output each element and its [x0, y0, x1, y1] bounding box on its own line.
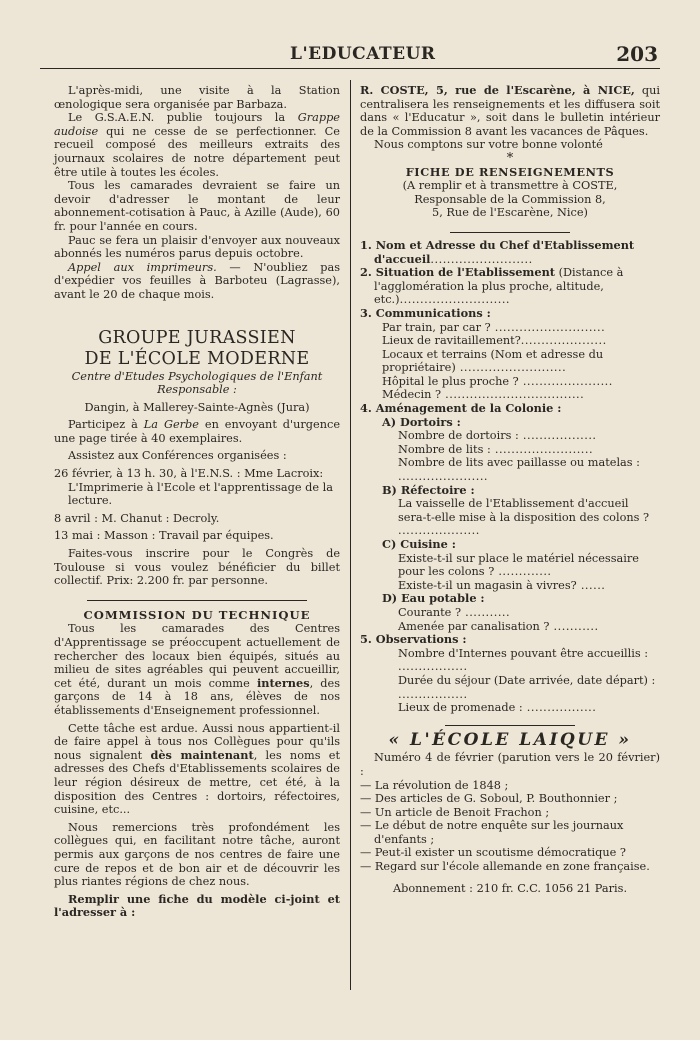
- paragraph: Remplir une fiche du modèle ci-joint et l'adresser à :: [54, 891, 340, 920]
- form-field: Nombre d'Internes pouvant être accueillis : .................: [398, 646, 649, 674]
- list-item: — Des articles de G. Soboul, P. Bouthonnier ;: [360, 792, 618, 806]
- form-subtitle: 5, Rue de l'Escarène, Nice): [432, 206, 588, 220]
- form-field: Locaux et terrains (Nom et adresse du propriétaire) ..........................: [382, 347, 604, 375]
- form-item: 5. Observations :: [360, 632, 467, 647]
- header-rule: [40, 68, 660, 69]
- form-field: Nombre de lits avec paillasse ou matelas : ......................: [398, 456, 640, 484]
- paragraph: Tous les camarades des Centres d'Apprentissage se préoccupent actuellement de rechercher des locaux bien équipés, situés au milieu de sites agréables qui peuvent accueillir, cet été, durant un mois comme internes, des garçons de 14 à 18 ans, élèves de nos établissements d'Enseignement professionnel.: [54, 622, 340, 717]
- right-column: [360, 84, 660, 895]
- page-number: 203: [616, 42, 658, 66]
- paragraph: Cette tâche est ardue. Aussi nous appartient-il de faire appel à tous nos Collègues pour qu'ils nous signalent dès maintenant, les noms et adresses des Chefs d'Etablissements scolaires de leur région désireux de mettre, cet été, à la disposition des Centres : dortoirs, réfectoires, cuisine, etc...: [54, 721, 340, 817]
- section-title: « L'ÉCOLE LAIQUE »: [388, 729, 632, 750]
- form-field: Amenée par canalisation ? ...........: [398, 619, 599, 633]
- form-item: 1. Nom et Adresse du Chef d'Etablissement d'accueil.........................: [360, 237, 635, 266]
- paragraph: Tous les camarades devraient se faire un devoir d'adresser le montant de leur abonnement-cotisation à Pauc, à Azille (Aude), 60 fr. pour l'année en cours.: [54, 179, 340, 233]
- paragraph: Nous comptons sur votre bonne volonté: [374, 138, 603, 152]
- form-field: Lieux de promenade : .................: [398, 701, 597, 715]
- section-subtitle: Centre d'Etudes Psychologiques de l'Enfant Responsable :: [71, 369, 323, 397]
- running-header-title: L'EDUCATEUR: [290, 44, 436, 64]
- separator-rule: [87, 600, 307, 601]
- form-field: Nombre de lits : ........................: [398, 442, 594, 456]
- form-field: Lieux de ravitaillement?.....................: [382, 334, 607, 348]
- form-field: Hôpital le plus proche ? ......................: [382, 374, 613, 388]
- form-field: La vaisselle de l'Etablissement d'accueil sera-t-elle mise à la disposition des colons ? ....................: [398, 497, 650, 538]
- form-subsection: A) Dortoirs :: [382, 414, 461, 429]
- list-item: — Regard sur l'école allemande en zone française.: [360, 860, 650, 874]
- paragraph: Faites-vous inscrire pour le Congrès de Toulouse si vous voulez bénéficier du billet collectif. Prix: 2.200 fr. par personne.: [54, 547, 340, 588]
- paragraph: Numéro 4 de février (parution vers le 20 février) :: [360, 751, 660, 778]
- form-subsection: D) Eau potable :: [382, 591, 485, 606]
- paragraph: Dangin, à Mallerey-Sainte-Agnès (Jura): [84, 400, 310, 414]
- form-subsection: C) Cuisine :: [382, 537, 456, 551]
- form-item: 2. Situation de l'Etablissement (Distance à l'agglomération la plus proche, altitude, etc.)...........................: [360, 265, 624, 307]
- paragraph: Assistez aux Conférences organisées :: [68, 449, 287, 463]
- paragraph: Nous remercions très profondément les collègues qui, en facilitant notre tâche, auront permis aux garçons de nos centres de faire une cure de repos et de bon air et de découvrir les plus riantes régions de chez nous.: [54, 820, 340, 889]
- paragraph: 26 février, à 13 h. 30, à l'E.N.S. : Mme Lacroix: L'Imprimerie à l'Ecole et l'apprentissage de la lecture.: [54, 467, 333, 508]
- form-field: Courante ? ...........: [398, 605, 511, 619]
- paragraph: Appel aux imprimeurs. — N'oubliez pas d'expédier vos feuilles à Barboteu (Lagrasse), avant le 20 de chaque mois.: [54, 260, 341, 301]
- subscription-line: Abonnement : 210 fr. C.C. 1056 21 Paris.: [392, 881, 628, 895]
- form-subtitle: (A remplir et à transmettre à COSTE,: [402, 179, 618, 193]
- list-item: — La révolution de 1848 ;: [360, 778, 509, 792]
- section-title: COMMISSION DU TECHNIQUE: [83, 607, 311, 622]
- paragraph: 13 mai : Masson : Travail par équipes.: [54, 529, 274, 543]
- separator-rule: [445, 725, 575, 726]
- form-field: Existe-t-il un magasin à vivres? ......: [398, 578, 606, 592]
- list-item: — Peut-il exister un scoutisme démocratique ?: [360, 846, 626, 860]
- list-item: — Un article de Benoit Frachon ;: [360, 805, 550, 819]
- paragraph: Le G.S.A.E.N. publie toujours la Grappe audoise qui ne cesse de se perfectionner. Ce recueil composé des meilleurs extraits des journaux scolaires de notre département peut être utile à toutes les écoles.: [54, 111, 340, 179]
- paragraph: R. COSTE, 5, rue de l'Escarène, à NICE, qui centralisera les renseignements et les diffusera soit dans « l'Educatur », soit dans le bulletin intérieur de la Commission 8 avant les vacances de Pâques.: [360, 83, 660, 138]
- form-field: Existe-t-il sur place le matériel nécessaire pour les colons ? .............: [398, 551, 639, 579]
- form-item: 3. Communications :: [360, 305, 491, 320]
- form-field: Durée du séjour (Date arrivée, date départ) : .................: [398, 673, 656, 701]
- form-field: Par train, par car ? ...........................: [382, 320, 606, 334]
- separator-rule: [450, 232, 570, 233]
- column-divider: [350, 80, 351, 990]
- form-field: Médecin ? ..................................: [382, 388, 585, 402]
- list-item: — Le début de notre enquête sur les journaux d'enfants ;: [360, 819, 624, 846]
- form-subtitle: Responsable de la Commission 8,: [414, 192, 606, 206]
- paragraph: Participez à La Gerbe en envoyant d'urgence une page tirée à 40 exemplaires.: [54, 418, 341, 445]
- section-title: GROUPE JURASSIEN DE L'ÉCOLE MODERNE: [84, 327, 310, 369]
- separator-star: *: [506, 150, 514, 166]
- form-field: Nombre de dortoirs : ..................: [398, 429, 597, 443]
- paragraph: L'après-midi, une visite à la Station œnologique sera organisée par Barbaza.: [54, 84, 340, 111]
- form-item: 4. Aménagement de la Colonie :: [360, 401, 562, 416]
- form-title: FICHE DE RENSEIGNEMENTS: [405, 164, 615, 179]
- form-subsection: B) Réfectoire :: [382, 482, 475, 497]
- left-column: [54, 84, 340, 920]
- paragraph: 8 avril : M. Chanut : Decroly.: [54, 511, 220, 525]
- paragraph: Pauc se fera un plaisir d'envoyer aux nouveaux abonnés les numéros parus depuis octobre.: [54, 233, 340, 261]
